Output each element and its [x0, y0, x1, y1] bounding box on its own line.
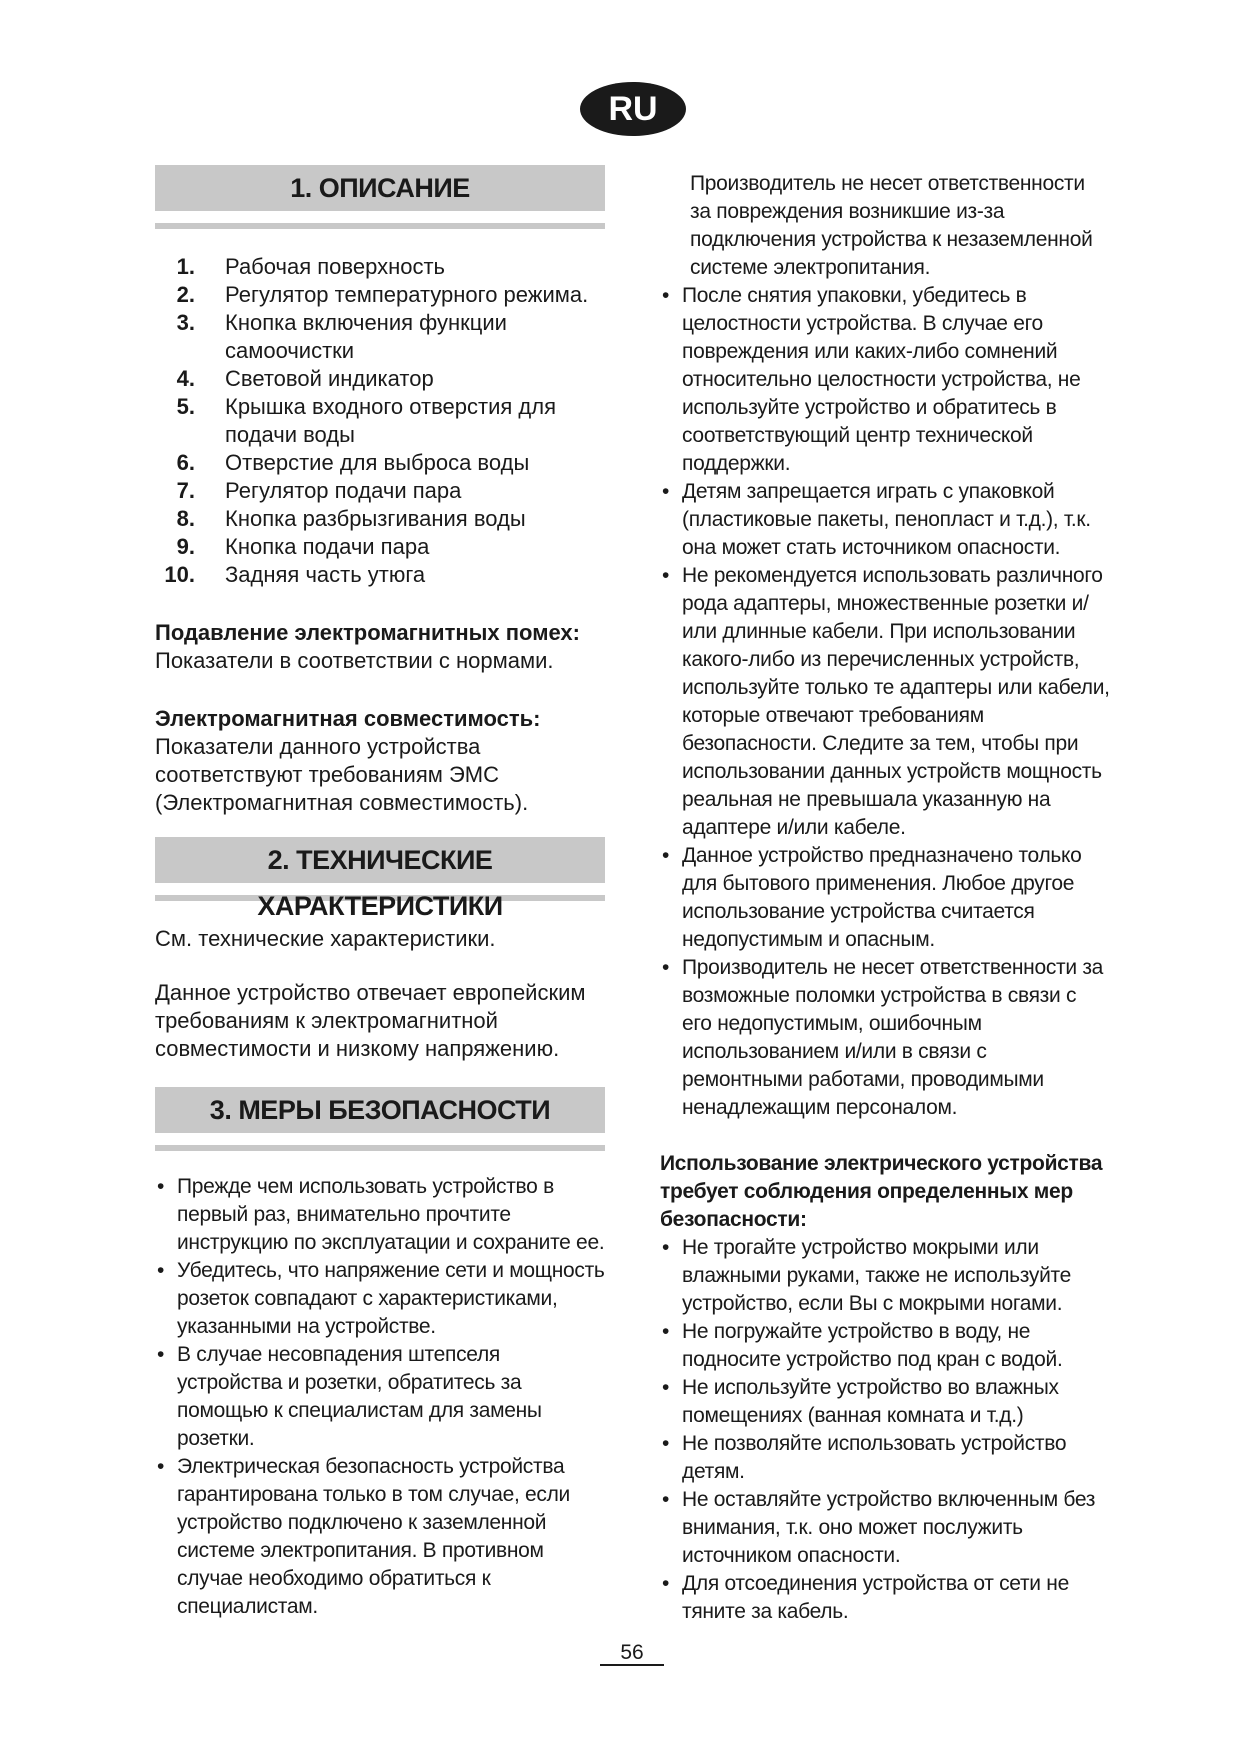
item-number: 9. [176, 534, 195, 559]
list-item [155, 253, 605, 281]
page-number: 56 [600, 1642, 664, 1666]
bullet-text: • Не используйте устройство во влажных помещениях (ванная комната и т.д.) [682, 1376, 1059, 1427]
right-column [660, 170, 1110, 1626]
list-item [155, 309, 605, 365]
item-number: 5. [176, 394, 195, 419]
electrical-safety-list [660, 1234, 1110, 1626]
bullet-text: • Данное устройство предназначено только для бытового применения. Любое другое использование устройства считается недопустимым и опасным. [682, 844, 1082, 951]
list-item [660, 1374, 1110, 1430]
list-item [155, 365, 605, 393]
list-item [155, 561, 605, 589]
list-item [155, 1173, 605, 1257]
item-text: Рабочая поверхность [225, 254, 445, 279]
bullet-text: • После снятия упаковки, убедитесь в целостности устройства. В случае его повреждения или каких-либо сомнений относительно целостности устройства, не используйте устройство и обратитесь в соответствующий центр технической поддержки. [682, 284, 1081, 475]
list-item [660, 1430, 1110, 1486]
safety-list-left [155, 1173, 605, 1621]
item-text: Задняя часть утюга [225, 562, 426, 587]
section-heading-safety: 3. МЕРЫ БЕЗОПАСНОСТИ [155, 1087, 605, 1133]
list-item [155, 533, 605, 561]
item-text: Отверстие для выброса воды [225, 450, 530, 475]
bullet-text: • Не рекомендуется использовать различного рода адаптеры, множественные розетки и/или длинные кабели. При использовании какого-либо из перечисленных устройств, используйте только те адаптеры или кабели, которые отвечают требованиям безопасности. Следите за тем, чтобы при использовании данных устройств мощность реальная не превышала указанную на адаптере и/или кабеле. [682, 564, 1110, 839]
item-number: 7. [176, 478, 195, 503]
item-number: 2. [176, 282, 195, 307]
left-column [155, 165, 605, 1621]
parts-list [155, 253, 605, 589]
item-text: Крышка входного отверстия для подачи воды [225, 394, 556, 447]
list-item [660, 1318, 1110, 1374]
electrical-safety-title: Использование электрического устройства требует соблюдения определенных мер безопасности: [660, 1152, 1103, 1231]
item-number: 1. [176, 254, 195, 279]
item-text: Регулятор температурного режима. [225, 282, 589, 307]
item-number: 3. [176, 310, 195, 335]
safety-list-right [660, 282, 1110, 1122]
section-heading-description: 1. ОПИСАНИЕ [155, 165, 605, 211]
item-number: 6. [176, 450, 195, 475]
liability-intro: Производитель не несет ответственности за повреждения возникшие из-за подключения устройства к незаземленной системе электропитания. [690, 172, 1093, 279]
item-text: Кнопка разбрызгивания воды [225, 506, 526, 531]
bullet-text: • Для отсоединения устройства от сети не тяните за кабель. [682, 1572, 1069, 1623]
list-item [660, 282, 1110, 478]
section-rule [155, 223, 605, 229]
emi-title: Подавление электромагнитных помех: [155, 620, 580, 645]
list-item [155, 477, 605, 505]
item-number: 4. [176, 366, 195, 391]
section-heading-specs: 2. ТЕХНИЧЕСКИЕ ХАРАКТЕРИСТИКИ [155, 837, 605, 883]
item-text: Кнопка включения функции самоочистки [225, 310, 507, 363]
item-number: 8. [176, 506, 195, 531]
list-item [155, 281, 605, 309]
bullet-text: • Электрическая безопасность устройства гарантирована только в том случае, если устройство подключено к заземленной системе электропитания. В противном случае необходимо обратиться к специалистам. [177, 1455, 570, 1618]
bullet-text: • Не позволяйте использовать устройство детям. [682, 1432, 1067, 1483]
emi-text: Показатели в соответствии с нормами. [155, 648, 554, 673]
bullet-text: • Детям запрещается играть с упаковкой (пластиковые пакеты, пенопласт и т.д.), т.к. она может стать источником опасности. [682, 480, 1091, 559]
list-item [155, 505, 605, 533]
language-badge: RU [580, 82, 686, 136]
specs-text: См. технические характеристики. [155, 926, 496, 951]
bullet-text: • Производитель не несет ответственности за возможные поломки устройства в связи с его недопустимым, ошибочным использованием и/или в связи с ремонтными работами, проводимыми ненадлежащим персоналом. [682, 956, 1104, 1119]
list-item [660, 478, 1110, 562]
compliance-text: Данное устройство отвечает европейским требованиям к электромагнитной совместимости и низкому напряжению. [155, 980, 586, 1061]
list-item [660, 1234, 1110, 1318]
bullet-text: • Не трогайте устройство мокрыми или влажными руками, также не используйте устройство, если Вы с мокрыми ногами. [682, 1236, 1071, 1315]
bullet-text: • В случае несовпадения штепселя устройства и розетки, обратитесь за помощью к специалистам для замены розетки. [177, 1343, 542, 1450]
list-item [660, 1486, 1110, 1570]
item-text: Регулятор подачи пара [225, 478, 462, 503]
list-item [155, 1257, 605, 1341]
item-text: Кнопка подачи пара [225, 534, 430, 559]
item-number: 10. [164, 562, 195, 587]
bullet-text: • Прежде чем использовать устройство в первый раз, внимательно прочтите инструкцию по эксплуатации и сохраните ее. [177, 1175, 605, 1254]
item-text: Световой индикатор [225, 366, 434, 391]
list-item [660, 954, 1110, 1122]
list-item [660, 842, 1110, 954]
list-item [660, 1570, 1110, 1626]
bullet-text: • Не оставляйте устройство включенным без внимания, т.к. оно может послужить источником опасности. [682, 1488, 1096, 1567]
list-item [660, 562, 1110, 842]
section-rule [155, 1145, 605, 1151]
list-item [155, 1341, 605, 1453]
emc-text: Показатели данного устройства соответствуют требованиям ЭМС (Электромагнитная совместимость). [155, 734, 529, 815]
emc-title: Электромагнитная совместимость: [155, 706, 541, 731]
list-item [155, 449, 605, 477]
bullet-text: • Убедитесь, что напряжение сети и мощность розеток совпадают с характеристиками, указанными на устройстве. [177, 1259, 605, 1338]
bullet-text: • Не погружайте устройство в воду, не подносите устройство под кран с водой. [682, 1320, 1063, 1371]
list-item [155, 393, 605, 449]
list-item [155, 1453, 605, 1621]
